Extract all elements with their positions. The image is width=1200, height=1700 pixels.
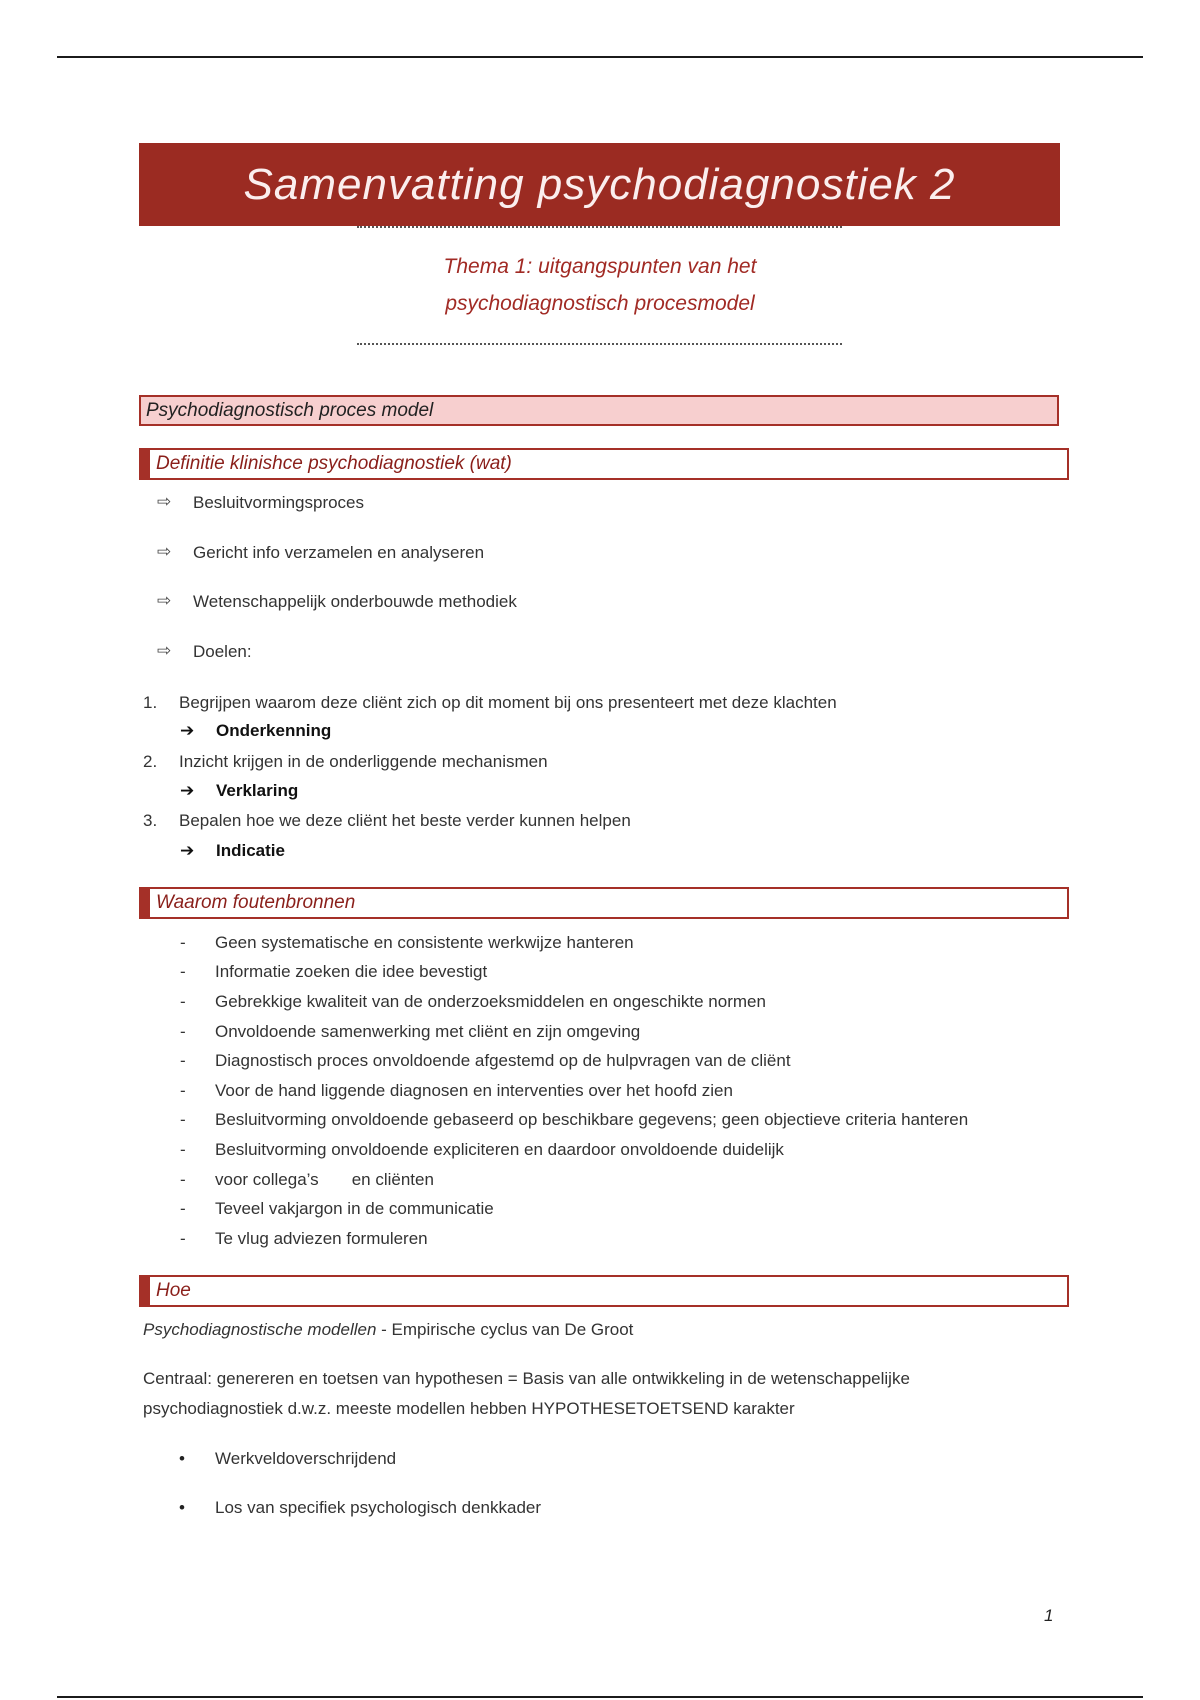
- list-item: Los van specifiek psychologisch denkkader: [215, 1498, 542, 1517]
- goal-text: Inzicht krijgen in de onderliggende mechanismen: [179, 752, 548, 771]
- list-item: Werkveldoverschrijdend: [215, 1449, 397, 1468]
- hollow-arrow-icon: ⇨: [157, 591, 172, 610]
- goal-result: [180, 781, 298, 801]
- bold-arrow-icon: ➔: [180, 721, 195, 740]
- list-item: voor collega’s en cliënten: [215, 1170, 434, 1189]
- hollow-arrow-icon: ⇨: [157, 492, 172, 511]
- dash-icon: -: [180, 962, 186, 981]
- dash-icon: -: [180, 1051, 186, 1070]
- dash-icon: -: [180, 1170, 186, 1189]
- bullet-icon: •: [179, 1449, 185, 1468]
- goal-result-label: Verklaring: [216, 781, 299, 800]
- models-rest: - Empirische cyclus van De Groot: [376, 1320, 634, 1339]
- top-rule: [57, 56, 1143, 58]
- dash-icon: -: [180, 1140, 186, 1159]
- list-item: Besluitvorming onvoldoende expliciteren en daardoor onvoldoende duidelijk: [215, 1140, 784, 1159]
- hollow-arrow-icon: ⇨: [157, 641, 172, 660]
- list-item: Besluitvorming onvoldoende gebaseerd op beschikbare gegevens; geen objectieve criteria hanteren: [215, 1110, 969, 1129]
- list-item: Wetenschappelijk onderbouwde methodiek: [193, 592, 517, 611]
- list-item: Diagnostisch proces onvoldoende afgestemd op de hulpvragen van de cliënt: [215, 1051, 791, 1070]
- goal-result: [180, 841, 285, 861]
- goal-number: 1.: [143, 693, 158, 712]
- section-heading-how: Hoe: [139, 1275, 1069, 1307]
- models-line: [143, 1320, 633, 1340]
- dash-icon: -: [180, 1199, 186, 1218]
- section-heading-definition: Definitie klinishce psychodiagnostiek (wat): [139, 448, 1069, 480]
- goal-result-label: Onderkenning: [216, 721, 332, 740]
- list-item: Teveel vakjargon in de communicatie: [215, 1199, 494, 1218]
- section-heading-main: Psychodiagnostisch proces model: [139, 395, 1059, 426]
- list-item: Doelen:: [193, 642, 252, 661]
- dash-icon: -: [180, 1229, 186, 1248]
- dash-icon: -: [180, 992, 186, 1011]
- hollow-arrow-icon: ⇨: [157, 542, 172, 561]
- goal-text: Bepalen hoe we deze cliënt het beste verder kunnen helpen: [179, 811, 631, 830]
- bold-arrow-icon: ➔: [180, 841, 195, 860]
- goal-number: 2.: [143, 752, 158, 771]
- dash-icon: -: [180, 1022, 186, 1041]
- goal-number: 3.: [143, 811, 158, 830]
- dotted-divider: [357, 226, 842, 228]
- bottom-rule: [57, 1696, 1143, 1698]
- goal-text: Begrijpen waarom deze cliënt zich op dit moment bij ons presenteert met deze klachten: [179, 693, 837, 712]
- goal-result-label: Indicatie: [216, 841, 285, 860]
- bold-arrow-icon: ➔: [180, 781, 195, 800]
- subtitle-line: Thema 1: uitgangspunten van het: [443, 255, 757, 278]
- list-item: Geen systematische en consistente werkwijze hanteren: [215, 933, 634, 952]
- central-line-2: psychodiagnostiek d.w.z. meeste modellen hebben HYPOTHESETOETSEND karakter: [143, 1399, 795, 1418]
- subtitle: [300, 248, 900, 322]
- list-item: Gericht info verzamelen en analyseren: [193, 543, 485, 562]
- section-heading-errors: Waarom foutenbronnen: [139, 887, 1069, 919]
- models-italic: Psychodiagnostische modellen: [143, 1320, 377, 1339]
- list-item: Gebrekkige kwaliteit van de onderzoeksmiddelen en ongeschikte normen: [215, 992, 766, 1011]
- dotted-divider: [357, 343, 842, 345]
- central-line-1: Centraal: genereren en toetsen van hypothesen = Basis van alle ontwikkeling in de wetenschappelijke: [143, 1369, 910, 1388]
- dash-icon: -: [180, 1081, 186, 1100]
- dash-icon: -: [180, 1110, 186, 1129]
- bullet-icon: •: [179, 1498, 185, 1517]
- page-number: 1: [1044, 1606, 1054, 1625]
- list-item: Voor de hand liggende diagnosen en interventies over het hoofd zien: [215, 1081, 733, 1100]
- list-item: Onvoldoende samenwerking met cliënt en zijn omgeving: [215, 1022, 641, 1041]
- list-item: Te vlug adviezen formuleren: [215, 1229, 428, 1248]
- goal-result: [180, 721, 331, 741]
- list-item: Informatie zoeken die idee bevestigt: [215, 962, 488, 981]
- list-item: Besluitvormingsproces: [193, 493, 365, 512]
- dash-icon: -: [180, 933, 186, 952]
- subtitle-line: psychodiagnostisch procesmodel: [445, 292, 755, 315]
- document-title: Samenvatting psychodiagnostiek 2: [139, 143, 1060, 226]
